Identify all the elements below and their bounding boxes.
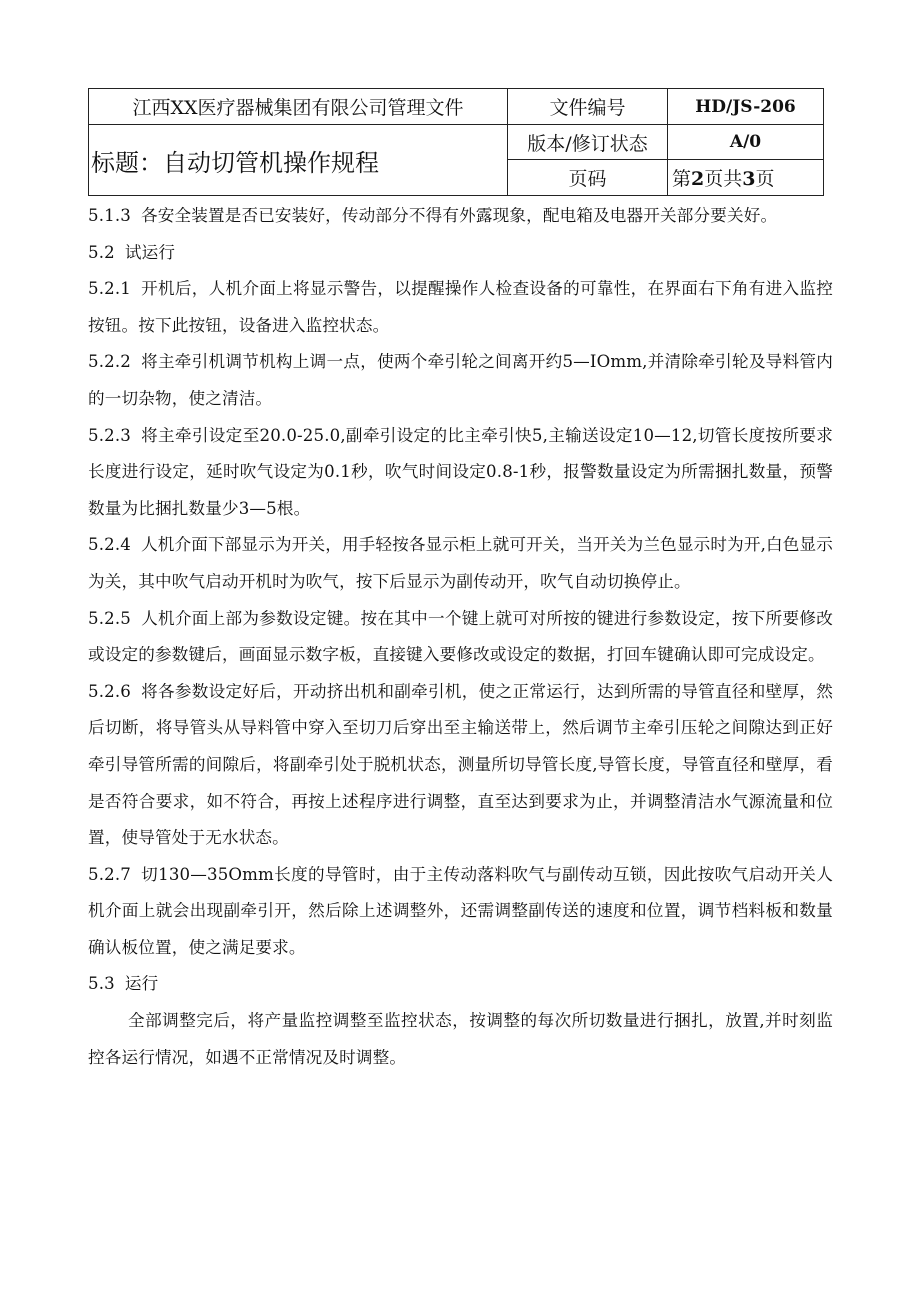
section-text: 试运行 xyxy=(124,242,176,262)
section-5-2-4 xyxy=(88,527,833,600)
doc-number-label: 文件编号 xyxy=(508,89,668,125)
section-number: 5.2.1 xyxy=(88,279,131,299)
section-number: 5.2.4 xyxy=(88,535,131,555)
section-number: 5.2.2 xyxy=(88,352,131,372)
section-text: 各安全装置是否已安装好，传动部分不得有外露现象，配电箱及电器开关部分要关好。 xyxy=(140,206,778,225)
section-number: 5.2.7 xyxy=(88,864,131,884)
section-5-2-2 xyxy=(88,344,833,417)
page-current: 2 xyxy=(691,168,705,190)
section-text: 切130—35Omm长度的导管时，由于主传动落料吹气与副传动互锁，因此按吹气启动开关人机介面上就会出现副牵引开，然后除上述调整外，还需调整副传送的速度和位置，调节档料板和数量确认板位置，使之满足要求。 xyxy=(88,864,833,957)
section-text: 开机后，人机介面上将显示警告，以提醒操作人检查设备的可靠性，在界面右下角有进入监控按钮。按下此按钮，设备进入监控状态。 xyxy=(88,279,833,335)
section-number: 5.2.3 xyxy=(88,425,131,445)
document-body xyxy=(88,198,833,1076)
section-text: 人机介面下部显示为开关，用手轻按各显示柜上就可开关，当开关为兰色显示时为开,白色显示为关，其中吹气启动开机时为吹气，按下后显示为副传动开，吹气自动切换停止。 xyxy=(88,535,833,591)
section-number: 5.2.6 xyxy=(88,681,131,701)
company-title: 江西XX医疗器械集团有限公司管理文件 xyxy=(89,89,508,125)
page-prefix: 第 xyxy=(672,168,692,190)
page-label: 页码 xyxy=(508,160,668,196)
section-number: 5.3 xyxy=(88,974,115,994)
page-indicator xyxy=(668,160,824,196)
section-5-2-6 xyxy=(88,674,833,857)
section-text: 将主牵引机调节机构上调一点，使两个牵引轮之间离开约5—IOmm,并清除牵引轮及导料管内的一切杂物，使之清洁。 xyxy=(88,352,833,408)
document-header-table xyxy=(88,88,824,196)
section-number: 5.1.3 xyxy=(88,206,131,225)
section-text: 将各参数设定好后，开动挤出机和副牵引机，使之正常运行，达到所需的导管直径和壁厚，然后切断，将导管头从导料管中穿入至切刀后穿出至主输送带上，然后调节主牵引压轮之间隙达到正好牵引导管所需的间隙后，将副牵引处于脱机状态，测量所切导管长度,导管长度，导管直径和壁厚，看是否符合要求，如不符合，再按上述程序进行调整，直至达到要求为止，并调整清洁水气源流量和位置，使导管处于无水状态。 xyxy=(88,681,833,848)
section-5-2-7 xyxy=(88,857,833,967)
version-label: 版本/修订状态 xyxy=(508,125,668,160)
section-5-1-3 xyxy=(88,198,833,235)
section-text: 人机介面上部为参数设定键。按在其中一个键上就可对所按的键进行参数设定，按下所要修改或设定的参数键后，画面显示数字板，直接键入要修改或设定的数据，打回车键确认即可完成设定。 xyxy=(88,608,833,665)
section-5-3 xyxy=(88,966,833,1003)
section-5-2-3 xyxy=(88,418,833,528)
page-total: 3 xyxy=(742,168,756,190)
section-number: 5.2.5 xyxy=(88,608,131,628)
section-5-2-1 xyxy=(88,271,833,344)
doc-title: 标题：自动切管机操作规程 xyxy=(89,125,508,196)
section-5-2-5 xyxy=(88,601,833,674)
section-text: 将主牵引设定至20.0-25.0,副牵引设定的比主牵引快5,主输送设定10—12,切管长度按所要求长度进行设定，延时吹气设定为0.1秒，吹气时间设定0.8-1秒，报警数量设定为所需捆扎数量，预警数量为比捆扎数量少3—5根。 xyxy=(88,425,833,518)
doc-number-value: HD/JS-206 xyxy=(668,89,824,125)
page-middle: 页共 xyxy=(704,168,743,190)
page-suffix: 页 xyxy=(755,168,775,190)
closing-paragraph: 全部调整完后，将产量监控调整至监控状态，按调整的每次所切数量进行捆扎，放置,并时刻监控各运行情况，如遇不正常情况及时调整。 xyxy=(88,1011,833,1067)
version-value: A/0 xyxy=(668,125,824,160)
section-5-2 xyxy=(88,235,833,272)
section-text: 运行 xyxy=(124,974,159,994)
section-number: 5.2 xyxy=(88,242,115,262)
